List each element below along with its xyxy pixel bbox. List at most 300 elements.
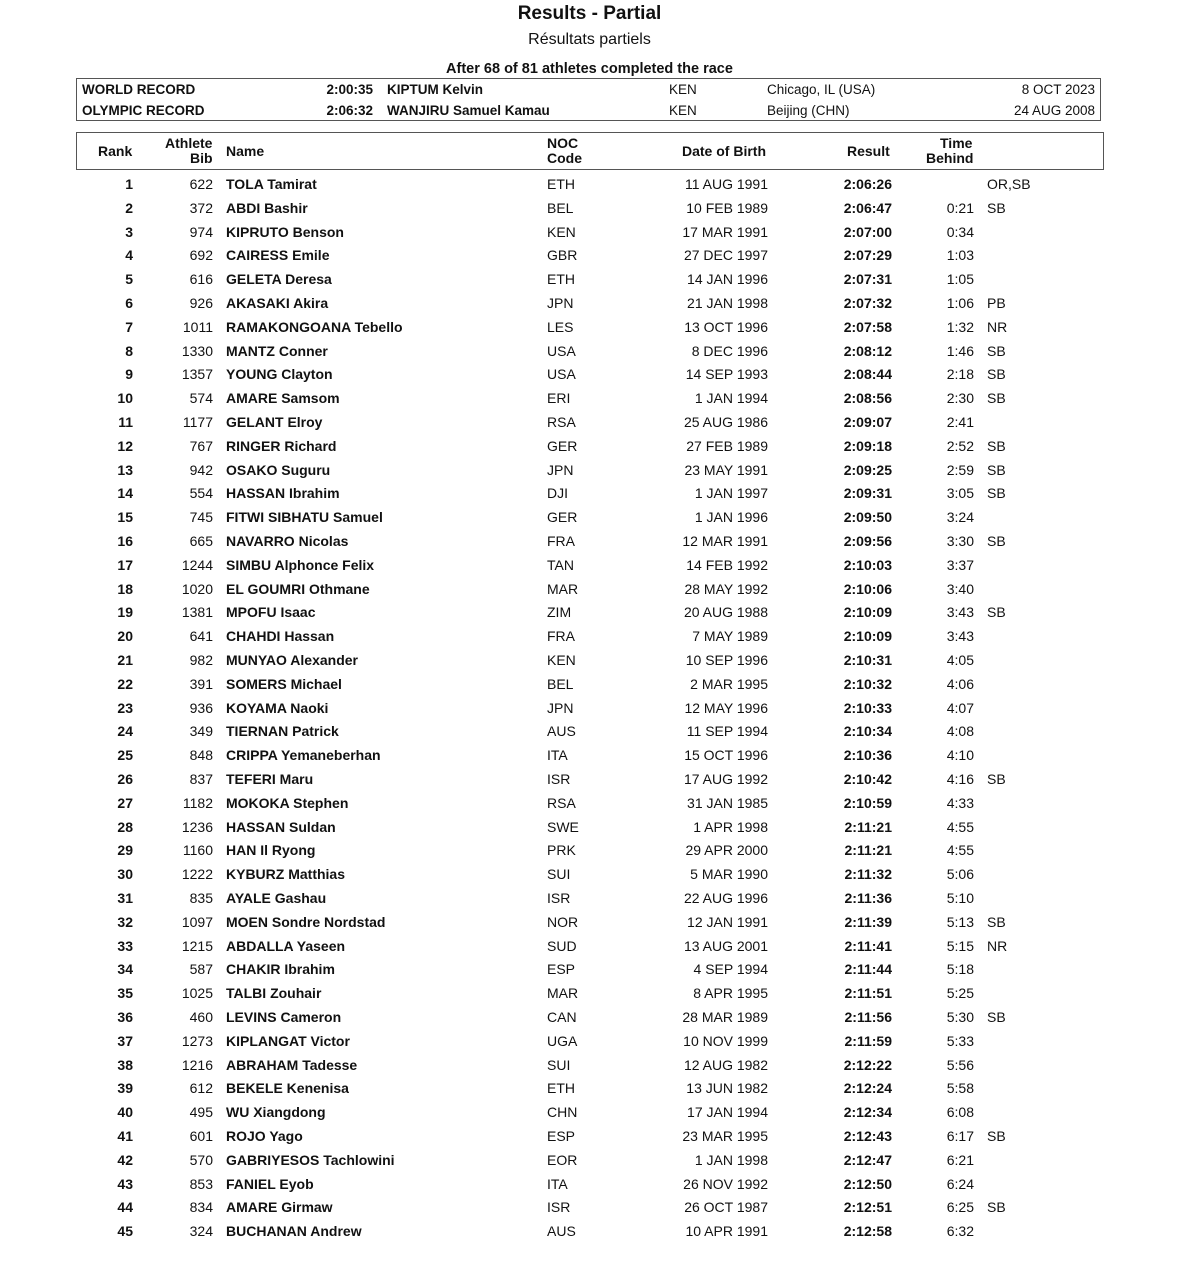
rank-cell: 36 — [117, 1009, 133, 1025]
result-cell: 2:07:31 — [843, 271, 892, 288]
bib-cell: 460 — [189, 1009, 213, 1025]
dob-cell: 1 JAN 1998 — [694, 1151, 768, 1168]
result-cell: 2:11:39 — [844, 913, 892, 930]
athlete-name-cell: ABDALLA Yaseen — [226, 937, 346, 954]
noc-cell: JPN — [547, 295, 574, 311]
table-row — [0, 720, 1179, 742]
bib-cell: 601 — [189, 1128, 213, 1144]
table-row — [0, 697, 1179, 719]
header-noc-line1: NOC — [547, 135, 579, 151]
record-note-cell: NR — [987, 937, 1008, 954]
dob-cell: 26 OCT 1987 — [684, 1199, 768, 1216]
time-behind-cell: 6:08 — [946, 1104, 974, 1121]
rank-cell: 11 — [118, 414, 133, 430]
rank-cell: 22 — [117, 675, 133, 692]
record-note-cell: SB — [987, 533, 1006, 549]
table-row — [0, 1077, 1179, 1099]
table-row — [0, 1101, 1179, 1123]
result-cell: 2:07:00 — [843, 223, 892, 240]
dob-cell: 10 SEP 1996 — [685, 652, 768, 668]
bib-cell: 837 — [189, 771, 213, 787]
dob-cell: 12 AUG 1982 — [683, 1056, 768, 1073]
table-row — [0, 958, 1179, 980]
dob-cell: 14 SEP 1993 — [685, 366, 768, 383]
time-behind-cell: 3:05 — [946, 485, 974, 502]
result-cell: 2:10:32 — [843, 675, 892, 692]
noc-cell: SUD — [547, 937, 577, 954]
time-behind-cell: 4:16 — [946, 771, 974, 787]
table-row — [0, 1030, 1179, 1052]
record-place: Chicago, IL (USA) — [767, 82, 876, 97]
table-row — [0, 197, 1179, 219]
result-cell: 2:07:58 — [843, 318, 892, 335]
time-behind-cell: 3:30 — [946, 533, 974, 549]
result-cell: 2:12:24 — [843, 1080, 892, 1097]
athlete-name-cell: BUCHANAN Andrew — [226, 1223, 362, 1240]
dob-cell: 12 JAN 1991 — [687, 913, 768, 930]
rank-cell: 41 — [117, 1128, 133, 1144]
olympic-record-row — [77, 101, 1100, 121]
noc-cell: SUI — [547, 866, 571, 883]
bib-cell: 612 — [189, 1080, 213, 1097]
time-behind-cell: 4:05 — [946, 652, 974, 668]
time-behind-cell: 1:06 — [946, 295, 974, 311]
header-name: Name — [226, 143, 265, 159]
table-row — [0, 601, 1179, 623]
dob-cell: 1 JAN 1997 — [694, 485, 768, 502]
athlete-name-cell: KOYAMA Naoki — [226, 699, 329, 716]
noc-cell: RSA — [547, 794, 576, 811]
result-cell: 2:11:32 — [844, 866, 892, 883]
bib-cell: 853 — [189, 1175, 213, 1192]
rank-cell: 13 — [117, 461, 133, 478]
noc-cell: ISR — [547, 1199, 571, 1216]
time-behind-cell: 4:06 — [946, 675, 974, 692]
athlete-name-cell: MOEN Sondre Nordstad — [226, 913, 386, 930]
rank-cell: 25 — [117, 747, 133, 764]
race-status: After 68 of 81 athletes completed the race — [446, 61, 733, 77]
time-behind-cell: 4:10 — [946, 747, 974, 764]
noc-cell: AUS — [547, 723, 576, 740]
bib-cell: 574 — [189, 390, 213, 407]
rank-cell: 2 — [125, 199, 133, 216]
time-behind-cell: 2:41 — [946, 414, 974, 430]
time-behind-cell: 2:52 — [946, 437, 974, 454]
noc-cell: ESP — [547, 1128, 576, 1144]
dob-cell: 28 MAY 1992 — [684, 580, 768, 597]
result-cell: 2:09:56 — [843, 533, 892, 549]
time-behind-cell: 4:08 — [946, 723, 974, 740]
table-row — [0, 316, 1179, 338]
time-behind-cell: 6:17 — [946, 1128, 974, 1144]
results-table-header — [76, 132, 1104, 170]
rank-cell: 28 — [117, 818, 133, 835]
noc-cell: GBR — [547, 247, 578, 264]
athlete-name-cell: CRIPPA Yemaneberhan — [226, 747, 381, 764]
noc-cell: ERI — [547, 390, 571, 407]
time-behind-cell: 5:15 — [946, 937, 974, 954]
noc-cell: MAR — [547, 985, 579, 1002]
noc-cell: KEN — [547, 223, 576, 240]
rank-cell: 10 — [117, 390, 133, 407]
bib-cell: 1215 — [181, 937, 213, 954]
record-place: Beijing (CHN) — [767, 103, 850, 118]
rank-cell: 17 — [117, 556, 133, 573]
bib-cell: 974 — [189, 223, 213, 240]
record-note-cell: SB — [987, 604, 1006, 621]
table-row — [0, 649, 1179, 671]
result-cell: 2:11:41 — [844, 937, 892, 954]
athlete-name-cell: AKASAKI Akira — [226, 295, 329, 311]
time-behind-cell: 5:13 — [946, 913, 974, 930]
dob-cell: 10 APR 1991 — [685, 1223, 768, 1240]
dob-cell: 13 JUN 1982 — [686, 1080, 768, 1097]
rank-cell: 43 — [117, 1175, 133, 1192]
athlete-name-cell: GELANT Elroy — [226, 414, 323, 430]
bib-cell: 570 — [189, 1151, 213, 1168]
record-label: WORLD RECORD — [82, 82, 196, 97]
time-behind-cell: 4:33 — [946, 794, 974, 811]
time-behind-cell: 6:25 — [946, 1199, 974, 1216]
noc-cell: ITA — [547, 1175, 568, 1192]
table-row — [0, 482, 1179, 504]
noc-cell: CAN — [547, 1009, 577, 1025]
rank-cell: 1 — [125, 176, 133, 192]
bib-cell: 1236 — [181, 818, 213, 835]
dob-cell: 12 MAR 1991 — [682, 533, 768, 549]
noc-cell: ISR — [547, 771, 571, 787]
athlete-name-cell: TEFERI Maru — [226, 771, 314, 787]
result-cell: 2:10:34 — [843, 723, 892, 740]
result-cell: 2:11:51 — [844, 985, 892, 1002]
athlete-name-cell: SIMBU Alphonce Felix — [226, 556, 375, 573]
time-behind-cell: 2:30 — [946, 390, 974, 407]
dob-cell: 17 AUG 1992 — [683, 771, 768, 787]
noc-cell: USA — [547, 366, 576, 383]
dob-cell: 2 MAR 1995 — [690, 675, 768, 692]
time-behind-cell: 6:21 — [946, 1151, 974, 1168]
record-note-cell: SB — [987, 771, 1006, 787]
bib-cell: 692 — [189, 247, 213, 264]
rank-cell: 15 — [117, 509, 133, 526]
athlete-name-cell: GABRIYESOS Tachlowini — [226, 1151, 395, 1168]
record-note-cell: PB — [987, 295, 1006, 311]
noc-cell: BEL — [547, 675, 574, 692]
noc-cell: ETH — [547, 176, 575, 192]
time-behind-cell: 3:43 — [946, 628, 974, 645]
dob-cell: 15 OCT 1996 — [684, 747, 768, 764]
record-date: 8 OCT 2023 — [1021, 82, 1095, 97]
athlete-name-cell: CHAKIR Ibrahim — [226, 961, 335, 978]
noc-cell: SWE — [547, 818, 579, 835]
noc-cell: PRK — [547, 842, 576, 859]
athlete-name-cell: EL GOUMRI Othmane — [226, 580, 370, 597]
athlete-name-cell: HASSAN Suldan — [226, 818, 336, 835]
result-cell: 2:12:43 — [843, 1128, 892, 1144]
table-row — [0, 578, 1179, 600]
table-row — [0, 982, 1179, 1004]
result-cell: 2:12:50 — [843, 1175, 892, 1192]
record-label: OLYMPIC RECORD — [82, 103, 205, 118]
header-behind-line2: Behind — [926, 150, 974, 166]
table-row — [0, 411, 1179, 433]
bib-cell: 848 — [189, 747, 213, 764]
bib-cell: 1222 — [181, 866, 213, 883]
time-behind-cell: 4:55 — [946, 818, 974, 835]
result-cell: 2:10:03 — [843, 556, 892, 573]
athlete-name-cell: HAN Il Ryong — [226, 842, 316, 859]
athlete-name-cell: LEVINS Cameron — [226, 1009, 342, 1025]
rank-cell: 20 — [117, 628, 133, 645]
rank-cell: 29 — [117, 842, 133, 859]
time-behind-cell: 1:05 — [946, 271, 974, 288]
rank-cell: 37 — [117, 1032, 133, 1049]
header-rank: Rank — [98, 143, 133, 159]
dob-cell: 5 MAR 1990 — [690, 866, 768, 883]
rank-cell: 33 — [117, 937, 133, 954]
rank-cell: 34 — [117, 961, 133, 978]
table-row — [0, 1149, 1179, 1171]
record-note-cell: SB — [987, 913, 1006, 930]
rank-cell: 35 — [117, 985, 133, 1002]
result-cell: 2:11:56 — [844, 1009, 892, 1025]
table-row — [0, 839, 1179, 861]
result-cell: 2:07:32 — [843, 295, 892, 311]
dob-cell: 23 MAY 1991 — [684, 461, 768, 478]
athlete-name-cell: KYBURZ Matthias — [226, 866, 346, 883]
time-behind-cell: 5:58 — [946, 1080, 974, 1097]
bib-cell: 942 — [189, 461, 213, 478]
table-row — [0, 911, 1179, 933]
table-row — [0, 221, 1179, 243]
dob-cell: 25 AUG 1986 — [683, 414, 768, 430]
noc-cell: TAN — [547, 556, 574, 573]
noc-cell: BEL — [547, 199, 574, 216]
time-behind-cell: 4:55 — [946, 842, 974, 859]
result-cell: 2:09:07 — [843, 414, 892, 430]
time-behind-cell: 0:21 — [946, 199, 974, 216]
bib-cell: 1177 — [182, 414, 213, 430]
table-row — [0, 792, 1179, 814]
dob-cell: 1 JAN 1994 — [694, 390, 768, 407]
result-cell: 2:10:36 — [843, 747, 892, 764]
dob-cell: 26 NOV 1992 — [683, 1175, 768, 1192]
table-row — [0, 768, 1179, 790]
table-row — [0, 268, 1179, 290]
athlete-name-cell: BEKELE Kenenisa — [226, 1080, 349, 1097]
time-behind-cell: 1:32 — [946, 318, 974, 335]
dob-cell: 23 MAR 1995 — [682, 1128, 768, 1144]
dob-cell: 10 FEB 1989 — [686, 199, 768, 216]
record-note-cell: OR,SB — [987, 176, 1031, 192]
athlete-name-cell: ABDI Bashir — [226, 199, 308, 216]
noc-cell: JPN — [547, 461, 574, 478]
athlete-name-cell: TOLA Tamirat — [226, 176, 317, 192]
dob-cell: 27 DEC 1997 — [683, 247, 768, 264]
rank-cell: 31 — [117, 890, 133, 906]
bib-cell: 767 — [189, 437, 213, 454]
bib-cell: 587 — [189, 961, 213, 978]
result-cell: 2:12:22 — [843, 1056, 892, 1073]
table-row — [0, 244, 1179, 266]
table-row — [0, 1125, 1179, 1147]
page-title: Results - Partial — [517, 3, 662, 24]
athlete-name-cell: KIPRUTO Benson — [226, 223, 344, 240]
record-time: 2:06:32 — [326, 103, 373, 118]
noc-cell: LES — [547, 318, 574, 335]
bib-cell: 554 — [189, 485, 213, 502]
dob-cell: 7 MAY 1989 — [692, 628, 768, 645]
table-row — [0, 506, 1179, 528]
result-cell: 2:12:51 — [843, 1199, 892, 1216]
record-note-cell: SB — [987, 1128, 1006, 1144]
dob-cell: 29 APR 2000 — [685, 842, 768, 859]
record-note-cell: SB — [987, 199, 1006, 216]
record-note-cell: SB — [987, 1199, 1006, 1216]
time-behind-cell: 1:03 — [946, 247, 974, 264]
result-cell: 2:09:18 — [843, 437, 892, 454]
athlete-name-cell: KIPLANGAT Victor — [226, 1032, 350, 1049]
bib-cell: 1182 — [182, 794, 213, 811]
rank-cell: 21 — [117, 652, 133, 668]
result-cell: 2:10:42 — [843, 771, 892, 787]
noc-cell: CHN — [547, 1104, 578, 1121]
noc-cell: UGA — [547, 1032, 578, 1049]
bib-cell: 1097 — [181, 913, 213, 930]
dob-cell: 17 JAN 1994 — [687, 1104, 768, 1121]
noc-cell: ITA — [547, 747, 568, 764]
page-subtitle: Résultats partiels — [528, 31, 651, 48]
time-behind-cell: 3:24 — [946, 509, 974, 526]
result-cell: 2:09:31 — [843, 485, 892, 502]
rank-cell: 23 — [117, 699, 133, 716]
athlete-name-cell: NAVARRO Nicolas — [226, 533, 349, 549]
table-row — [0, 387, 1179, 409]
result-cell: 2:10:09 — [843, 628, 892, 645]
noc-cell: GER — [547, 509, 578, 526]
bib-cell: 936 — [189, 699, 213, 716]
athlete-name-cell: RINGER Richard — [226, 437, 337, 454]
result-cell: 2:09:50 — [843, 509, 892, 526]
table-row — [0, 363, 1179, 385]
result-cell: 2:10:06 — [843, 580, 892, 597]
rank-cell: 32 — [117, 913, 133, 930]
noc-cell: SUI — [547, 1056, 571, 1073]
rank-cell: 14 — [117, 485, 133, 502]
rank-cell: 19 — [117, 604, 133, 621]
record-holder: WANJIRU Samuel Kamau — [387, 103, 550, 118]
dob-cell: 11 SEP 1994 — [686, 723, 768, 740]
dob-cell: 21 JAN 1998 — [687, 295, 768, 311]
rank-cell: 6 — [125, 295, 133, 311]
dob-cell: 4 SEP 1994 — [693, 961, 768, 978]
noc-cell: DJI — [547, 485, 568, 502]
rank-cell: 39 — [117, 1080, 133, 1097]
athlete-name-cell: MOKOKA Stephen — [226, 794, 349, 811]
time-behind-cell: 5:56 — [946, 1056, 974, 1073]
bib-cell: 641 — [189, 628, 213, 645]
dob-cell: 12 MAY 1996 — [684, 699, 768, 716]
dob-cell: 17 MAR 1991 — [682, 223, 768, 240]
table-row — [0, 816, 1179, 838]
dob-cell: 27 FEB 1989 — [686, 437, 768, 454]
dob-cell: 8 DEC 1996 — [691, 342, 768, 359]
dob-cell: 8 APR 1995 — [693, 985, 768, 1002]
record-note-cell: SB — [987, 366, 1006, 383]
bib-cell: 926 — [189, 295, 213, 311]
athlete-name-cell: AMARE Girmaw — [226, 1199, 333, 1216]
noc-cell: JPN — [547, 699, 574, 716]
athlete-name-cell: OSAKO Suguru — [226, 461, 331, 478]
dob-cell: 28 MAR 1989 — [682, 1009, 768, 1025]
dob-cell: 10 NOV 1999 — [683, 1032, 768, 1049]
time-behind-cell: 5:18 — [946, 961, 974, 978]
rank-cell: 8 — [125, 342, 133, 359]
dob-cell: 1 JAN 1996 — [694, 509, 768, 526]
header-bib-line1: Athlete — [165, 135, 213, 151]
noc-cell: GER — [547, 437, 578, 454]
record-noc: KEN — [669, 82, 697, 97]
bib-cell: 834 — [189, 1199, 213, 1216]
time-behind-cell: 3:37 — [946, 556, 974, 573]
header-bib-line2: Bib — [190, 150, 213, 166]
rank-cell: 42 — [117, 1151, 133, 1168]
noc-cell: USA — [547, 342, 576, 359]
athlete-name-cell: MUNYAO Alexander — [226, 652, 359, 668]
bib-cell: 665 — [189, 533, 213, 549]
athlete-name-cell: GELETA Deresa — [226, 271, 332, 288]
table-row — [0, 887, 1179, 909]
dob-cell: 22 AUG 1996 — [683, 890, 768, 906]
noc-cell: ETH — [547, 1080, 575, 1097]
athlete-name-cell: MANTZ Conner — [226, 342, 328, 359]
rank-cell: 3 — [125, 223, 133, 240]
noc-cell: ESP — [547, 961, 576, 978]
result-cell: 2:12:47 — [843, 1151, 892, 1168]
dob-cell: 11 AUG 1991 — [684, 176, 768, 192]
dob-cell: 13 AUG 2001 — [683, 937, 768, 954]
table-row — [0, 1006, 1179, 1028]
bib-cell: 1011 — [182, 318, 213, 335]
table-row — [0, 1173, 1179, 1195]
result-cell: 2:10:59 — [843, 794, 892, 811]
result-cell: 2:10:09 — [843, 604, 892, 621]
time-behind-cell: 4:07 — [946, 699, 974, 716]
table-row — [0, 863, 1179, 885]
rank-cell: 30 — [117, 866, 133, 883]
bib-cell: 1273 — [181, 1032, 213, 1049]
table-row — [0, 935, 1179, 957]
time-behind-cell: 5:33 — [946, 1032, 974, 1049]
table-row — [0, 554, 1179, 576]
result-cell: 2:07:29 — [843, 247, 892, 264]
athlete-name-cell: AMARE Samsom — [226, 390, 340, 407]
table-row — [0, 435, 1179, 457]
result-cell: 2:11:36 — [844, 890, 892, 906]
time-behind-cell: 3:43 — [946, 604, 974, 621]
bib-cell: 622 — [189, 176, 213, 192]
time-behind-cell: 5:30 — [946, 1009, 974, 1025]
record-date: 24 AUG 2008 — [1013, 103, 1095, 118]
record-holder: KIPTUM Kelvin — [387, 82, 484, 97]
result-cell: 2:09:25 — [843, 461, 892, 478]
table-row — [0, 625, 1179, 647]
table-row — [0, 1054, 1179, 1076]
athlete-name-cell: WU Xiangdong — [226, 1104, 326, 1121]
bib-cell: 1025 — [181, 985, 213, 1002]
athlete-name-cell: CAIRESS Emile — [226, 247, 330, 264]
record-noc: KEN — [669, 103, 697, 118]
